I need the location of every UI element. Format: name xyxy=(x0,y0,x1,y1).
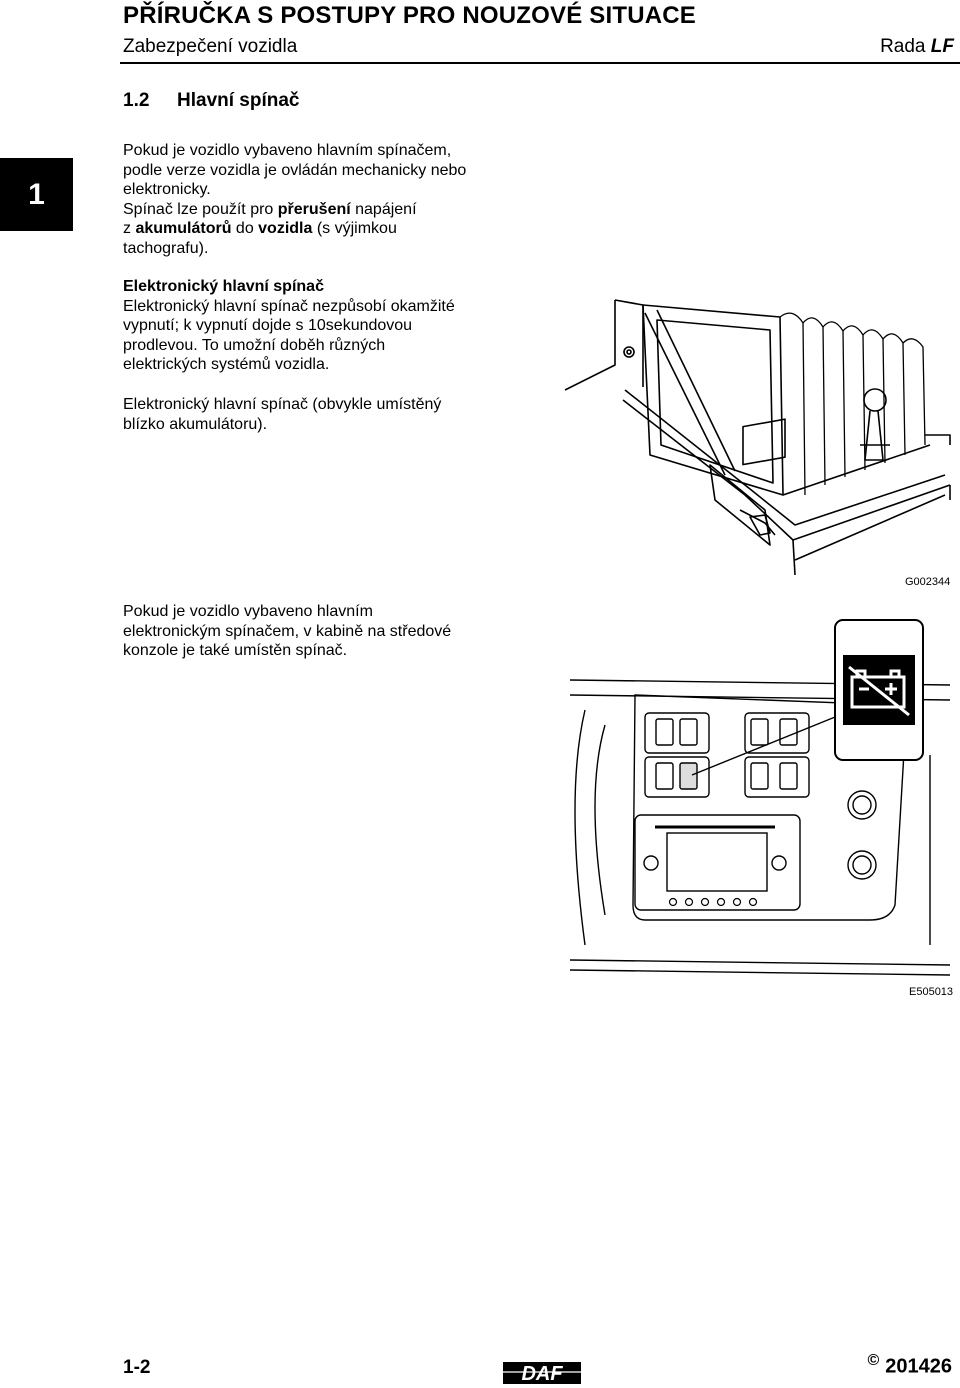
intro-line xyxy=(123,200,466,220)
battery-switch-illustration xyxy=(565,295,960,580)
copyright-code: 201426 xyxy=(885,1355,952,1378)
daf-logo xyxy=(503,1362,581,1384)
series-model: LF xyxy=(930,36,954,57)
body-line: elektrických systémů vozidla. xyxy=(123,356,330,373)
intro-line: podle verze vozidla je ovládán mechanicky nebo xyxy=(123,161,467,179)
section-number: 1.2 xyxy=(123,90,150,111)
bold-term: přerušení xyxy=(277,200,351,218)
text-run: z xyxy=(123,220,136,237)
dashboard-console-illustration xyxy=(565,615,960,985)
body-line: vypnutí; k vypnutí dojde s 10sekundovou xyxy=(123,317,413,334)
copyright-symbol: © xyxy=(867,1352,880,1369)
caption-line: blízko akumulátoru). xyxy=(123,415,268,433)
intro-line: tachografu). xyxy=(123,239,209,257)
section-subtitle: Zabezpečení vozidla xyxy=(123,36,298,57)
chapter-tab: 1 xyxy=(0,158,73,231)
text-run: napájení xyxy=(350,200,417,218)
body-line: Elektronický hlavní spínač nezpůsobí okamžité xyxy=(123,297,455,315)
body-line: konzole je také umístěn spínač. xyxy=(123,642,348,659)
body-line: prodlevou. To umožní doběh různých xyxy=(123,336,386,354)
bold-term: vozidla xyxy=(258,220,313,237)
series-label xyxy=(880,36,954,58)
body-line: Pokud je vozidlo vybaveno hlavním xyxy=(123,603,373,620)
page-number: 1-2 xyxy=(123,1357,151,1378)
text-run: (s výjimkou xyxy=(312,220,397,237)
section-title: Hlavní spínač xyxy=(177,90,300,111)
bold-term: akumulátorů xyxy=(135,220,232,237)
body-line: elektronickým spínačem, v kabině na středové xyxy=(123,622,452,640)
intro-line: elektronicky. xyxy=(123,181,211,198)
text-run: Spínač lze použít pro xyxy=(123,200,278,218)
text-run: do xyxy=(231,220,259,237)
caption-line: Elektronický hlavní spínač (obvykle umístěný xyxy=(123,396,442,413)
intro-paragraph xyxy=(123,141,466,258)
intro-line: Pokud je vozidlo vybaveno hlavním spínačem, xyxy=(123,142,452,159)
figure-code: G002344 xyxy=(905,576,951,588)
figure-code: E505013 xyxy=(909,986,954,998)
figure-caption xyxy=(123,395,441,434)
series-prefix: Rada xyxy=(880,36,931,57)
logo-text: DAF xyxy=(521,1363,563,1384)
document-title: PŘÍRUČKA S POSTUPY PRO NOUZOVÉ SITUACE xyxy=(123,2,697,29)
subheading: Elektronický hlavní spínač xyxy=(123,278,324,295)
cabin-paragraph xyxy=(123,602,451,661)
header-rule xyxy=(120,62,960,64)
copyright xyxy=(867,1352,952,1379)
intro-line xyxy=(123,219,466,239)
electronic-switch-block xyxy=(123,277,455,375)
